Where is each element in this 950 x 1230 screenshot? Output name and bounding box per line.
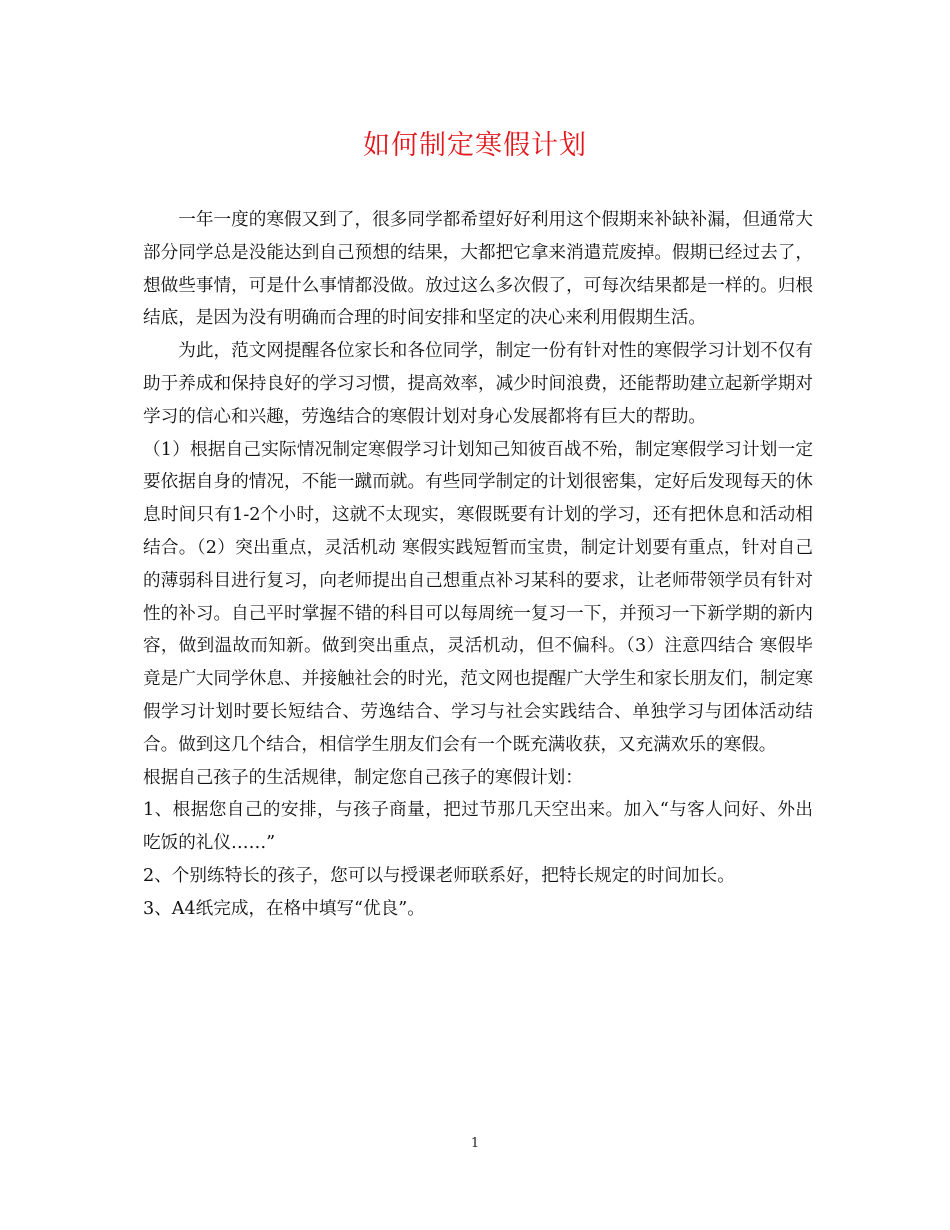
paragraph-plan-intro: 根据自己孩子的生活规律，制定您自己孩子的寒假计划： [143, 767, 583, 788]
paragraph-intro: 一年一度的寒假又到了，很多同学都希望好好利用这个假期来补缺补漏，但通常大部分同学总是没能达到自己预想的结果，大都把它拿来消遣荒废掉。假期已经过去了，想做些事情，可是什么事情都没做。放过这么多次假了，可每次结果都是一样的。归根结底，是因为没有明确而合理的时间安排和坚定的决心来利用假期生活。 [143, 210, 813, 329]
list-item-1: 1、根据您自己的安排，与孩子商量，把过节那几天空出来。加入“与客人问好、外出吃饭的礼仪……” [143, 800, 813, 854]
document-title: 如何制定寒假计划 [363, 130, 587, 161]
list-item-3: 3、A4纸完成，在格中填写“优良”。 [143, 898, 425, 919]
paragraph-reminder: 为此，范文网提醒各位家长和各位同学，制定一份有针对性的寒假学习计划不仅有助于养成和保持良好的学习习惯，提高效率，减少时间浪费，还能帮助建立起新学期对学习的信心和兴趣，劳逸结合的寒假计划对身心发展都将有巨大的帮助。 [143, 341, 813, 427]
list-item-2: 2、个别练特长的孩子，您可以与授课老师联系好，把特长规定的时间加长。 [143, 865, 735, 886]
page-number: 1 [470, 1136, 480, 1151]
paragraph-key-points: （1）根据自己实际情况制定寒假学习计划知己知彼百战不殆，制定寒假学习计划一定要依据自身的情况，不能一蹴而就。有些同学制定的计划很密集，定好后发现每天的休息时间只有1-2个小时，这就不太现实，寒假既要有计划的学习，还有把休息和活动相结合。（2）突出重点，灵活机动 寒假实践短暂而宝贵，制定计划要有重点，针对自己的薄弱科目进行复习，向老师提出自己想重点补习某科的要求，让老师带领学员有针对性的补习。自己平时掌握不错的科目可以每周统一复习一下，并预习一下新学期的新内容，做到温故而知新。做到突出重点，灵活机动，但不偏科。（3）注意四结合 寒假毕竟是广大同学休息、并接触社会的时光，范文网也提醒广大学生和家长朋友们，制定寒假学习计划时要长短结合、劳逸结合、学习与社会实践结合、单独学习与团体活动结合。做到这几个结合，相信学生朋友们会有一个既充满收获，又充满欢乐的寒假。 [143, 439, 813, 755]
document-body [143, 204, 813, 926]
